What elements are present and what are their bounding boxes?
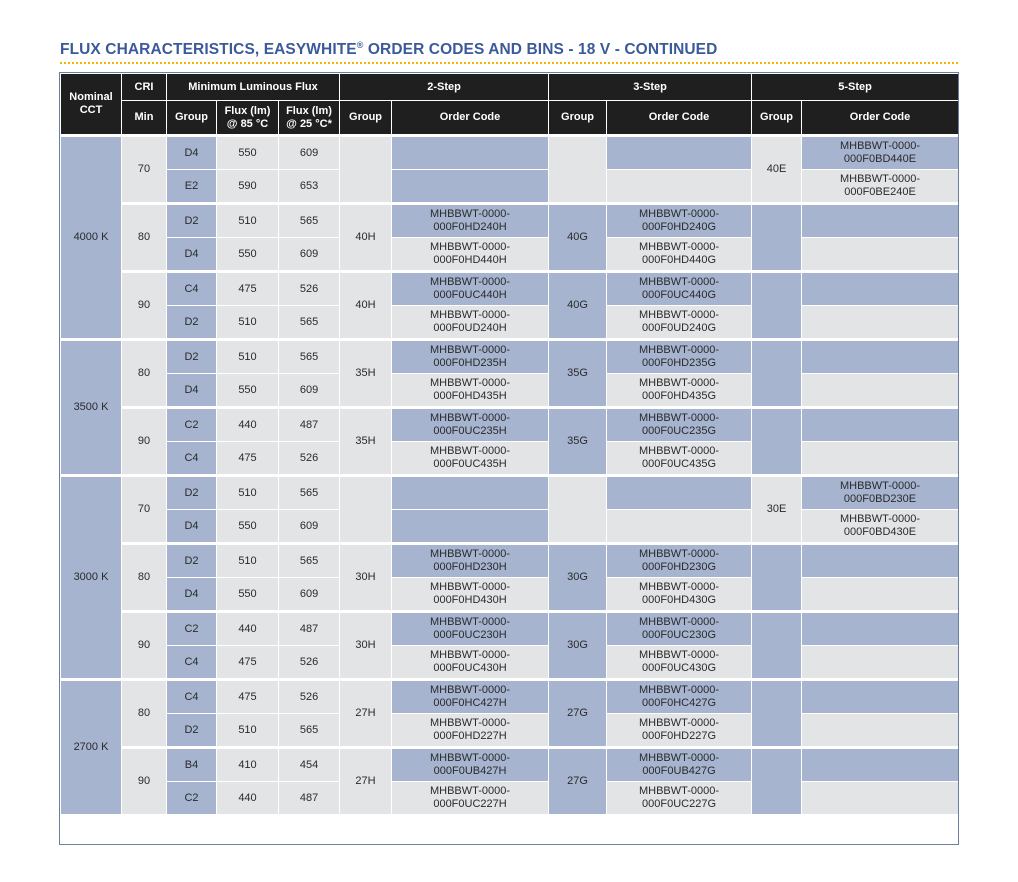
5step-order-code-cell: [802, 544, 959, 578]
header-2step-order-code: Order Code: [392, 101, 549, 136]
5step-order-code-cell: MHBBWT-0000- 000F0BD440E: [802, 136, 959, 170]
2step-order-code-cell: MHBBWT-0000- 000F0HD430H: [392, 578, 549, 612]
bin-group-cell: D4: [167, 136, 217, 170]
title-underline: [60, 62, 958, 64]
table-row: [61, 136, 959, 170]
2step-order-code-cell: [392, 476, 549, 510]
5step-order-code-cell: [802, 408, 959, 442]
3step-order-code-cell: MHBBWT-0000- 000F0UC435G: [607, 442, 752, 476]
flux-85-cell: 410: [217, 748, 279, 782]
cri-cell: 80: [122, 544, 167, 612]
2step-group-cell: 27H: [340, 680, 392, 748]
2step-order-code-cell: MHBBWT-0000- 000F0UC430H: [392, 646, 549, 680]
cct-cell: 4000 K: [61, 136, 122, 340]
header-min-lum-flux: Minimum Luminous Flux: [167, 74, 340, 101]
5step-order-code-cell: [802, 272, 959, 306]
header-5step-order-code: Order Code: [802, 101, 959, 136]
5step-group-cell: [752, 612, 802, 680]
3step-group-cell: 35G: [549, 340, 607, 408]
3step-order-code-cell: MHBBWT-0000- 000F0UC430G: [607, 646, 752, 680]
cri-cell: 80: [122, 340, 167, 408]
flux-85-cell: 475: [217, 646, 279, 680]
3step-order-code-cell: MHBBWT-0000- 000F0HD440G: [607, 238, 752, 272]
5step-group-cell: [752, 408, 802, 476]
table-row: [61, 578, 959, 612]
5step-order-code-cell: [802, 306, 959, 340]
bin-group-cell: D4: [167, 374, 217, 408]
flux-85-cell: 440: [217, 408, 279, 442]
5step-order-code-cell: [802, 646, 959, 680]
flux-85-cell: 475: [217, 272, 279, 306]
bin-group-cell: D4: [167, 578, 217, 612]
3step-order-code-cell: MHBBWT-0000- 000F0HD235G: [607, 340, 752, 374]
5step-order-code-cell: [802, 748, 959, 782]
5step-group-cell: [752, 544, 802, 612]
header-3-step: 3-Step: [549, 74, 752, 101]
flux-85-cell: 440: [217, 612, 279, 646]
flux-85-cell: 550: [217, 238, 279, 272]
2step-order-code-cell: MHBBWT-0000- 000F0HD240H: [392, 204, 549, 238]
2step-order-code-cell: MHBBWT-0000- 000F0HD440H: [392, 238, 549, 272]
3step-order-code-cell: MHBBWT-0000- 000F0UC230G: [607, 612, 752, 646]
cri-cell: 90: [122, 272, 167, 340]
5step-group-cell: [752, 272, 802, 340]
table-row: [61, 374, 959, 408]
flux-25-cell: 609: [279, 510, 340, 544]
2step-order-code-cell: MHBBWT-0000- 000F0UC227H: [392, 782, 549, 815]
flux-25-cell: 653: [279, 170, 340, 204]
3step-group-cell: 40G: [549, 204, 607, 272]
3step-order-code-cell: [607, 476, 752, 510]
flux-85-cell: 510: [217, 544, 279, 578]
flux-25-cell: 609: [279, 136, 340, 170]
5step-order-code-cell: [802, 238, 959, 272]
flux-25-cell: 565: [279, 204, 340, 238]
3step-order-code-cell: [607, 170, 752, 204]
cri-cell: 80: [122, 204, 167, 272]
5step-order-code-cell: [802, 782, 959, 815]
table-body: [61, 136, 959, 815]
flux-25-cell: 487: [279, 408, 340, 442]
2step-order-code-cell: [392, 136, 549, 170]
flux-25-cell: 526: [279, 442, 340, 476]
5step-order-code-cell: MHBBWT-0000- 000F0BD230E: [802, 476, 959, 510]
3step-order-code-cell: MHBBWT-0000- 000F0HD435G: [607, 374, 752, 408]
flux-25-cell: 565: [279, 544, 340, 578]
flux-85-cell: 475: [217, 442, 279, 476]
header-3step-group: Group: [549, 101, 607, 136]
2step-group-cell: 40H: [340, 204, 392, 272]
5step-order-code-cell: [802, 340, 959, 374]
2step-order-code-cell: MHBBWT-0000- 000F0UC235H: [392, 408, 549, 442]
cri-cell: 70: [122, 476, 167, 544]
bin-group-cell: C4: [167, 646, 217, 680]
table-row: [61, 408, 959, 442]
5step-order-code-cell: [802, 578, 959, 612]
5step-group-cell: [752, 340, 802, 408]
cct-cell: 2700 K: [61, 680, 122, 815]
5step-order-code-cell: [802, 374, 959, 408]
table-row: [61, 714, 959, 748]
flux-25-cell: 565: [279, 714, 340, 748]
2step-order-code-cell: MHBBWT-0000- 000F0HD227H: [392, 714, 549, 748]
2step-group-cell: 35H: [340, 408, 392, 476]
3step-order-code-cell: MHBBWT-0000- 000F0UB427G: [607, 748, 752, 782]
flux-85-cell: 510: [217, 306, 279, 340]
table-row: [61, 646, 959, 680]
header-5step-group: Group: [752, 101, 802, 136]
5step-order-code-cell: [802, 714, 959, 748]
header-nominal-cct: Nominal CCT: [61, 74, 122, 136]
page-title: FLUX CHARACTERISTICS, EASYWHITE® ORDER CODES AND BINS - 18 V - CONTINUED: [60, 40, 718, 58]
2step-order-code-cell: MHBBWT-0000- 000F0HD230H: [392, 544, 549, 578]
2step-order-code-cell: MHBBWT-0000- 000F0UB427H: [392, 748, 549, 782]
flux-85-cell: 475: [217, 680, 279, 714]
table-row: [61, 442, 959, 476]
2step-order-code-cell: [392, 510, 549, 544]
5step-order-code-cell: [802, 442, 959, 476]
3step-group-cell: 27G: [549, 680, 607, 748]
2step-order-code-cell: MHBBWT-0000- 000F0UC435H: [392, 442, 549, 476]
2step-group-cell: 30H: [340, 544, 392, 612]
table-row: [61, 748, 959, 782]
3step-group-cell: 40G: [549, 272, 607, 340]
header-flux-85: Flux (lm) @ 85 °C: [217, 101, 279, 136]
flux-25-cell: 609: [279, 238, 340, 272]
3step-order-code-cell: MHBBWT-0000- 000F0UC440G: [607, 272, 752, 306]
bin-group-cell: D2: [167, 340, 217, 374]
2step-order-code-cell: [392, 170, 549, 204]
5step-order-code-cell: [802, 680, 959, 714]
flux-25-cell: 526: [279, 680, 340, 714]
3step-group-cell: 35G: [549, 408, 607, 476]
flux-25-cell: 565: [279, 306, 340, 340]
table-row: [61, 340, 959, 374]
flux-25-cell: 609: [279, 578, 340, 612]
bin-group-cell: D4: [167, 238, 217, 272]
5step-order-code-cell: [802, 204, 959, 238]
5step-group-cell: [752, 748, 802, 815]
header-min: Min: [122, 101, 167, 136]
header-row-2: [61, 101, 959, 136]
3step-order-code-cell: [607, 136, 752, 170]
3step-group-cell: 30G: [549, 612, 607, 680]
cri-cell: 70: [122, 136, 167, 204]
flux-25-cell: 609: [279, 374, 340, 408]
2step-group-cell: [340, 136, 392, 204]
bin-group-cell: C4: [167, 272, 217, 306]
flux-25-cell: 526: [279, 646, 340, 680]
2step-group-cell: 40H: [340, 272, 392, 340]
3step-order-code-cell: MHBBWT-0000- 000F0UD240G: [607, 306, 752, 340]
2step-order-code-cell: MHBBWT-0000- 000F0UC230H: [392, 612, 549, 646]
header-2-step: 2-Step: [340, 74, 549, 101]
3step-order-code-cell: MHBBWT-0000- 000F0HD240G: [607, 204, 752, 238]
3step-group-cell: [549, 476, 607, 544]
header-3step-order-code: Order Code: [607, 101, 752, 136]
bin-group-cell: C4: [167, 442, 217, 476]
bin-group-cell: B4: [167, 748, 217, 782]
3step-group-cell: [549, 136, 607, 204]
3step-order-code-cell: [607, 510, 752, 544]
5step-order-code-cell: MHBBWT-0000- 000F0BE240E: [802, 170, 959, 204]
flux-25-cell: 565: [279, 340, 340, 374]
flux-85-cell: 550: [217, 578, 279, 612]
3step-group-cell: 30G: [549, 544, 607, 612]
3step-order-code-cell: MHBBWT-0000- 000F0HD430G: [607, 578, 752, 612]
cri-cell: 90: [122, 612, 167, 680]
flux-25-cell: 487: [279, 612, 340, 646]
bin-group-cell: D2: [167, 476, 217, 510]
table-row: [61, 170, 959, 204]
table-row: [61, 612, 959, 646]
flux-25-cell: 454: [279, 748, 340, 782]
flux-85-cell: 510: [217, 204, 279, 238]
table-row: [61, 510, 959, 544]
cri-cell: 80: [122, 680, 167, 748]
bin-group-cell: C4: [167, 680, 217, 714]
header-2step-group: Group: [340, 101, 392, 136]
3step-order-code-cell: MHBBWT-0000- 000F0HD230G: [607, 544, 752, 578]
flux-85-cell: 510: [217, 714, 279, 748]
5step-group-cell: 30E: [752, 476, 802, 544]
bin-group-cell: D2: [167, 204, 217, 238]
header-group: Group: [167, 101, 217, 136]
flux-85-cell: 510: [217, 340, 279, 374]
bin-group-cell: C2: [167, 612, 217, 646]
2step-group-cell: [340, 476, 392, 544]
table-row: [61, 238, 959, 272]
2step-order-code-cell: MHBBWT-0000- 000F0HD235H: [392, 340, 549, 374]
3step-order-code-cell: MHBBWT-0000- 000F0HD227G: [607, 714, 752, 748]
table-row: [61, 544, 959, 578]
flux-85-cell: 550: [217, 374, 279, 408]
table-row: [61, 272, 959, 306]
cri-cell: 90: [122, 748, 167, 815]
5step-group-cell: 40E: [752, 136, 802, 204]
flux-25-cell: 487: [279, 782, 340, 815]
5step-order-code-cell: [802, 612, 959, 646]
bin-group-cell: D2: [167, 306, 217, 340]
bin-group-cell: E2: [167, 170, 217, 204]
table-row: [61, 204, 959, 238]
flux-25-cell: 526: [279, 272, 340, 306]
flux-85-cell: 550: [217, 136, 279, 170]
cct-cell: 3500 K: [61, 340, 122, 476]
5step-group-cell: [752, 204, 802, 272]
flux-85-cell: 590: [217, 170, 279, 204]
2step-group-cell: 27H: [340, 748, 392, 815]
2step-order-code-cell: MHBBWT-0000- 000F0UD240H: [392, 306, 549, 340]
bin-group-cell: D2: [167, 544, 217, 578]
flux-25-cell: 565: [279, 476, 340, 510]
table-row: [61, 306, 959, 340]
2step-group-cell: 30H: [340, 612, 392, 680]
bin-group-cell: C2: [167, 782, 217, 815]
header-row-1: [61, 74, 959, 101]
5step-group-cell: [752, 680, 802, 748]
table-row: [61, 782, 959, 815]
5step-order-code-cell: MHBBWT-0000- 000F0BD430E: [802, 510, 959, 544]
header-5-step: 5-Step: [752, 74, 959, 101]
bin-group-cell: C2: [167, 408, 217, 442]
3step-order-code-cell: MHBBWT-0000- 000F0UC227G: [607, 782, 752, 815]
header-cri: CRI: [122, 74, 167, 101]
3step-order-code-cell: MHBBWT-0000- 000F0HC427G: [607, 680, 752, 714]
table-row: [61, 680, 959, 714]
3step-order-code-cell: MHBBWT-0000- 000F0UC235G: [607, 408, 752, 442]
2step-order-code-cell: MHBBWT-0000- 000F0UC440H: [392, 272, 549, 306]
flux-85-cell: 440: [217, 782, 279, 815]
bin-group-cell: D4: [167, 510, 217, 544]
table-row: [61, 476, 959, 510]
3step-group-cell: 27G: [549, 748, 607, 815]
flux-table: [60, 73, 959, 815]
cri-cell: 90: [122, 408, 167, 476]
cct-cell: 3000 K: [61, 476, 122, 680]
2step-order-code-cell: MHBBWT-0000- 000F0HC427H: [392, 680, 549, 714]
flux-85-cell: 550: [217, 510, 279, 544]
flux-85-cell: 510: [217, 476, 279, 510]
header-flux-25: Flux (lm) @ 25 °C*: [279, 101, 340, 136]
2step-order-code-cell: MHBBWT-0000- 000F0HD435H: [392, 374, 549, 408]
bin-group-cell: D2: [167, 714, 217, 748]
2step-group-cell: 35H: [340, 340, 392, 408]
